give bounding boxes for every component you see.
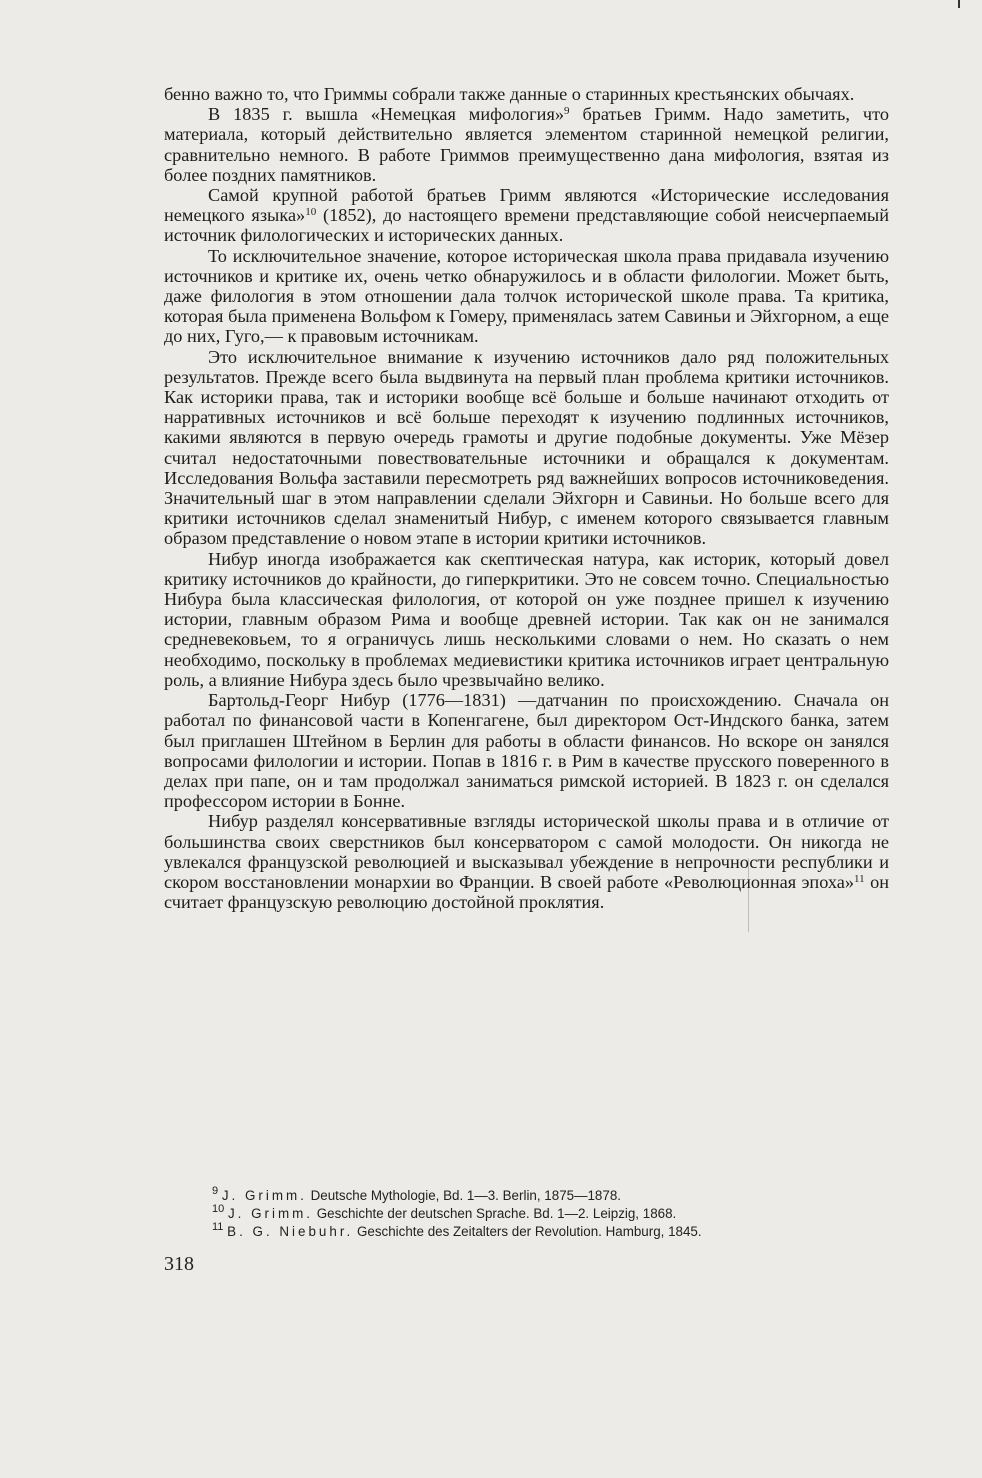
footnote-text: Geschichte des Zeitalters der Revolution. Hamburg, 1845. bbox=[353, 1224, 702, 1239]
footnote-author: J. Grimm. bbox=[227, 1206, 313, 1221]
paragraph-1 bbox=[164, 84, 889, 104]
paragraph-2-text-a: В 1835 г. вышла «Немецкая мифология» bbox=[208, 104, 564, 125]
paragraph-1-text: бенно важно то, что Гриммы собрали также данные о старинных крестьянских обычаях. bbox=[164, 84, 855, 104]
footnote-author: B. G. Niebuhr. bbox=[227, 1224, 354, 1239]
main-text bbox=[164, 84, 889, 912]
paragraph-2 bbox=[164, 104, 889, 185]
footnote-11 bbox=[164, 1223, 889, 1241]
footnote-author: J. Grimm. bbox=[221, 1188, 307, 1203]
paragraph-8-text-b: он считает французскую революцию достойной проклятия. bbox=[164, 871, 890, 913]
paragraph-4-text: То исключительное значение, которое историческая школа права придавала изучению источников и критике их, очень четко обнаружилось и в области филологии. Может быть, даже филология в этом отношении дала толчок исторической школе права. Та критика, которая была применена Вольфом к Гомеру, применялась затем Савиньи и Эйхгорном, а еще до них, Гуго,— к правовым источникам. bbox=[164, 245, 889, 347]
paragraph-8-text-a: Нибур разделял консервативные взгляды исторической школы права и в отличие от большинства своих сверстников был консерватором с самой молодости. Он никогда не увлекался французской революцией и высказывал убеждение в непрочности республики и скором восстановлении монархии во Франции. В своей работе «Революционная эпоха» bbox=[164, 811, 889, 892]
paragraph-6-text: Нибур иногда изображается как скептическая натура, как историк, который довел критику источников до крайности, до гиперкритики. Это не совсем точно. Специальностью Нибура была классическая филология, от которой он уже позднее пришел к изучению истории, главным образом Рима и вообще древней истории. Так как он не занимался средневековьем, то я ограничусь лишь несколькими словами о нем. Но сказать о нем необходимо, поскольку в проблемах медиевистики критика источников играет центральную роль, а влияние Нибура здесь было чрезвычайно велико. bbox=[164, 548, 889, 690]
paragraph-7 bbox=[164, 690, 889, 811]
page-number: 318 bbox=[164, 1253, 194, 1275]
paragraph-3 bbox=[164, 185, 889, 246]
paragraph-4 bbox=[164, 246, 889, 347]
footnote-ref-9[interactable]: 9 bbox=[564, 105, 570, 118]
paragraph-8 bbox=[164, 811, 889, 912]
paragraph-5-text: Это исключительное внимание к изучению источников дало ряд положительных результатов. Прежде всего была выдвинута на первый план проблема критики источников. Как историки права, так и историки вообще всё больше и больше начинают отходить от нарративных источников и всё больше переходят к изучению подлинных источников, какими являются в первую очередь грамоты и другие подобные документы. Уже Мёзер считал недостаточными повествовательные источники и обращался к документам. Исследования Вольфа заставили пересмотреть ряд важнейших вопросов источниковедения. Значительный шаг в этом направлении сделали Эйхгорн и Савиньи. Но больше всего для критики источников сделал знаменитый Нибур, с именем которого связывается главным образом представление о новом этапе в истории критики источников. bbox=[164, 346, 889, 549]
footnote-10 bbox=[164, 1205, 889, 1223]
footnote-ref-10[interactable]: 10 bbox=[305, 206, 317, 219]
footnote-9 bbox=[164, 1187, 889, 1205]
paragraph-3-text-a: Самой крупной работой братьев Гримм являются «Исторические исследования немецкого языка» bbox=[164, 185, 889, 226]
paragraph-3-text-b: (1852), до настоящего времени представляющие собой неисчерпаемый источник филологических и исторических данных. bbox=[164, 205, 890, 246]
paragraph-5 bbox=[164, 347, 889, 549]
paragraph-6 bbox=[164, 549, 889, 690]
footnote-text: Deutsche Mythologie, Bd. 1—3. Berlin, 1875—1878. bbox=[306, 1188, 621, 1203]
footnote-text: Geschichte der deutschen Sprache. Bd. 1—2. Leipzig, 1868. bbox=[313, 1206, 677, 1221]
footnote-number: 10 bbox=[212, 1203, 225, 1215]
footnote-number: 11 bbox=[212, 1221, 224, 1233]
footnotes bbox=[164, 1187, 889, 1241]
scan-corner-mark bbox=[958, 0, 960, 8]
paragraph-2-text-b: братьев Гримм. Надо заметить, что материала, который действительно является элементом старинной немецкой религии, сравнительно немного. В работе Гриммов преимущественно дана мифология, взятая из более поздних памятников. bbox=[164, 104, 889, 185]
footnote-ref-11[interactable]: 11 bbox=[854, 872, 865, 885]
footnote-number: 9 bbox=[212, 1185, 219, 1197]
paragraph-7-text: Бартольд-Георг Нибур (1776—1831) —датчанин по происхождению. Сначала он работал по финансовой части в Копенгагене, был директором Ост-Индского банка, затем был приглашен Штейном в Берлин для работы в области финансов. Но вскоре он занялся вопросами филологии и истории. Попав в 1816 г. в Рим в качестве прусского поверенного в делах при папе, он и там продолжал заниматься римской историей. В 1823 г. он сделался профессором истории в Бонне. bbox=[164, 690, 889, 812]
